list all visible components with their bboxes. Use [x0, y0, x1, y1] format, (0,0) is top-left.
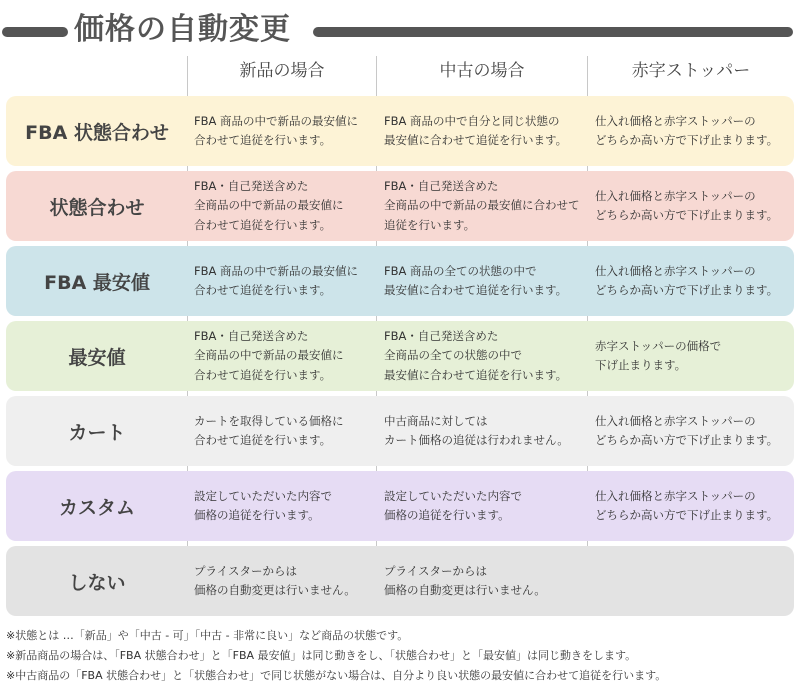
cell-new: FBA・自己発送含めた 全商品の中で新品の最安値に 合わせて追従を行います。 [194, 178, 344, 232]
row-label: 状態合わせ [49, 196, 145, 219]
cell-used: FBA・自己発送含めた 全商品の全ての状態の中で 最安値に合わせて追従を行います。 [384, 328, 568, 382]
footnotes [6, 626, 796, 686]
cell-used: FBA 商品の中で自分と同じ状態の 最安値に合わせて追従を行います。 [384, 113, 568, 147]
cell-stopper: 仕入れ価格と赤字ストッパーの どちらか高い方で下げ止まります。 [595, 488, 779, 522]
header-stopper: 赤字ストッパー [631, 61, 751, 81]
table-row [6, 546, 794, 616]
table-row [6, 471, 794, 541]
footnote: ※中古商品の「FBA 状態合わせ」と「状態合わせ」で同じ状態がない場合は、自分より良い状態の最安値に合わせて追従を行います。 [6, 669, 667, 682]
page-title: 価格の自動変更 [74, 12, 291, 47]
cell-new: プライスターからは 価格の自動変更は行いません。 [194, 563, 356, 597]
cell-used: FBA・自己発送含めた 全商品の中で新品の最安値に合わせて 追従を行います。 [384, 178, 580, 232]
table-row [6, 396, 794, 466]
table-row [6, 321, 794, 391]
cell-new: FBA 商品の中で新品の最安値に 合わせて追従を行います。 [194, 113, 359, 147]
title-decoration-left [2, 27, 68, 37]
cell-new: FBA・自己発送含めた 全商品の中で新品の最安値に 合わせて追従を行います。 [194, 328, 344, 382]
footnote: ※新品商品の場合は、「FBA 状態合わせ」と「FBA 最安値」は同じ動きをし、「状態合わせ」と「最安値」は同じ動きをします。 [6, 649, 637, 662]
row-label: FBA 状態合わせ [25, 121, 169, 144]
cell-stopper: 赤字ストッパーの価格で 下げ止まります。 [595, 338, 722, 372]
title-decoration-right [313, 27, 793, 37]
cell-used: 設定していただいた内容で 価格の追従を行います。 [384, 488, 522, 522]
row-label: カスタム [58, 496, 135, 519]
cell-new: 設定していただいた内容で 価格の追従を行います。 [194, 488, 332, 522]
table-row [6, 96, 794, 166]
title-bar [0, 0, 800, 56]
cell-used: 中古商品に対しては カート価格の追従は行われません。 [384, 413, 569, 447]
table-row [6, 171, 794, 241]
row-label: 最安値 [68, 346, 126, 369]
cell-stopper: 仕入れ価格と赤字ストッパーの どちらか高い方で下げ止まります。 [595, 188, 779, 222]
row-label: しない [68, 571, 126, 594]
row-label: FBA 最安値 [44, 271, 150, 294]
header-new: 新品の場合 [239, 61, 325, 81]
cell-stopper: 仕入れ価格と赤字ストッパーの どちらか高い方で下げ止まります。 [595, 263, 779, 297]
cell-stopper: 仕入れ価格と赤字ストッパーの どちらか高い方で下げ止まります。 [595, 113, 779, 147]
header-used: 中古の場合 [439, 61, 525, 81]
cell-stopper [595, 546, 791, 616]
footnote: ※状態とは …「新品」や「中古 - 可」「中古 - 非常に良い」など商品の状態です。 [6, 629, 409, 642]
table-row [6, 246, 794, 316]
cell-new: カートを取得している価格に 合わせて追従を行います。 [194, 413, 344, 447]
cell-used: プライスターからは 価格の自動変更は行いません。 [384, 563, 546, 597]
cell-stopper: 仕入れ価格と赤字ストッパーの どちらか高い方で下げ止まります。 [595, 413, 779, 447]
cell-new: FBA 商品の中で新品の最安値に 合わせて追従を行います。 [194, 263, 359, 297]
row-label: カート [68, 421, 126, 444]
cell-used: FBA 商品の全ての状態の中で 最安値に合わせて追従を行います。 [384, 263, 568, 297]
